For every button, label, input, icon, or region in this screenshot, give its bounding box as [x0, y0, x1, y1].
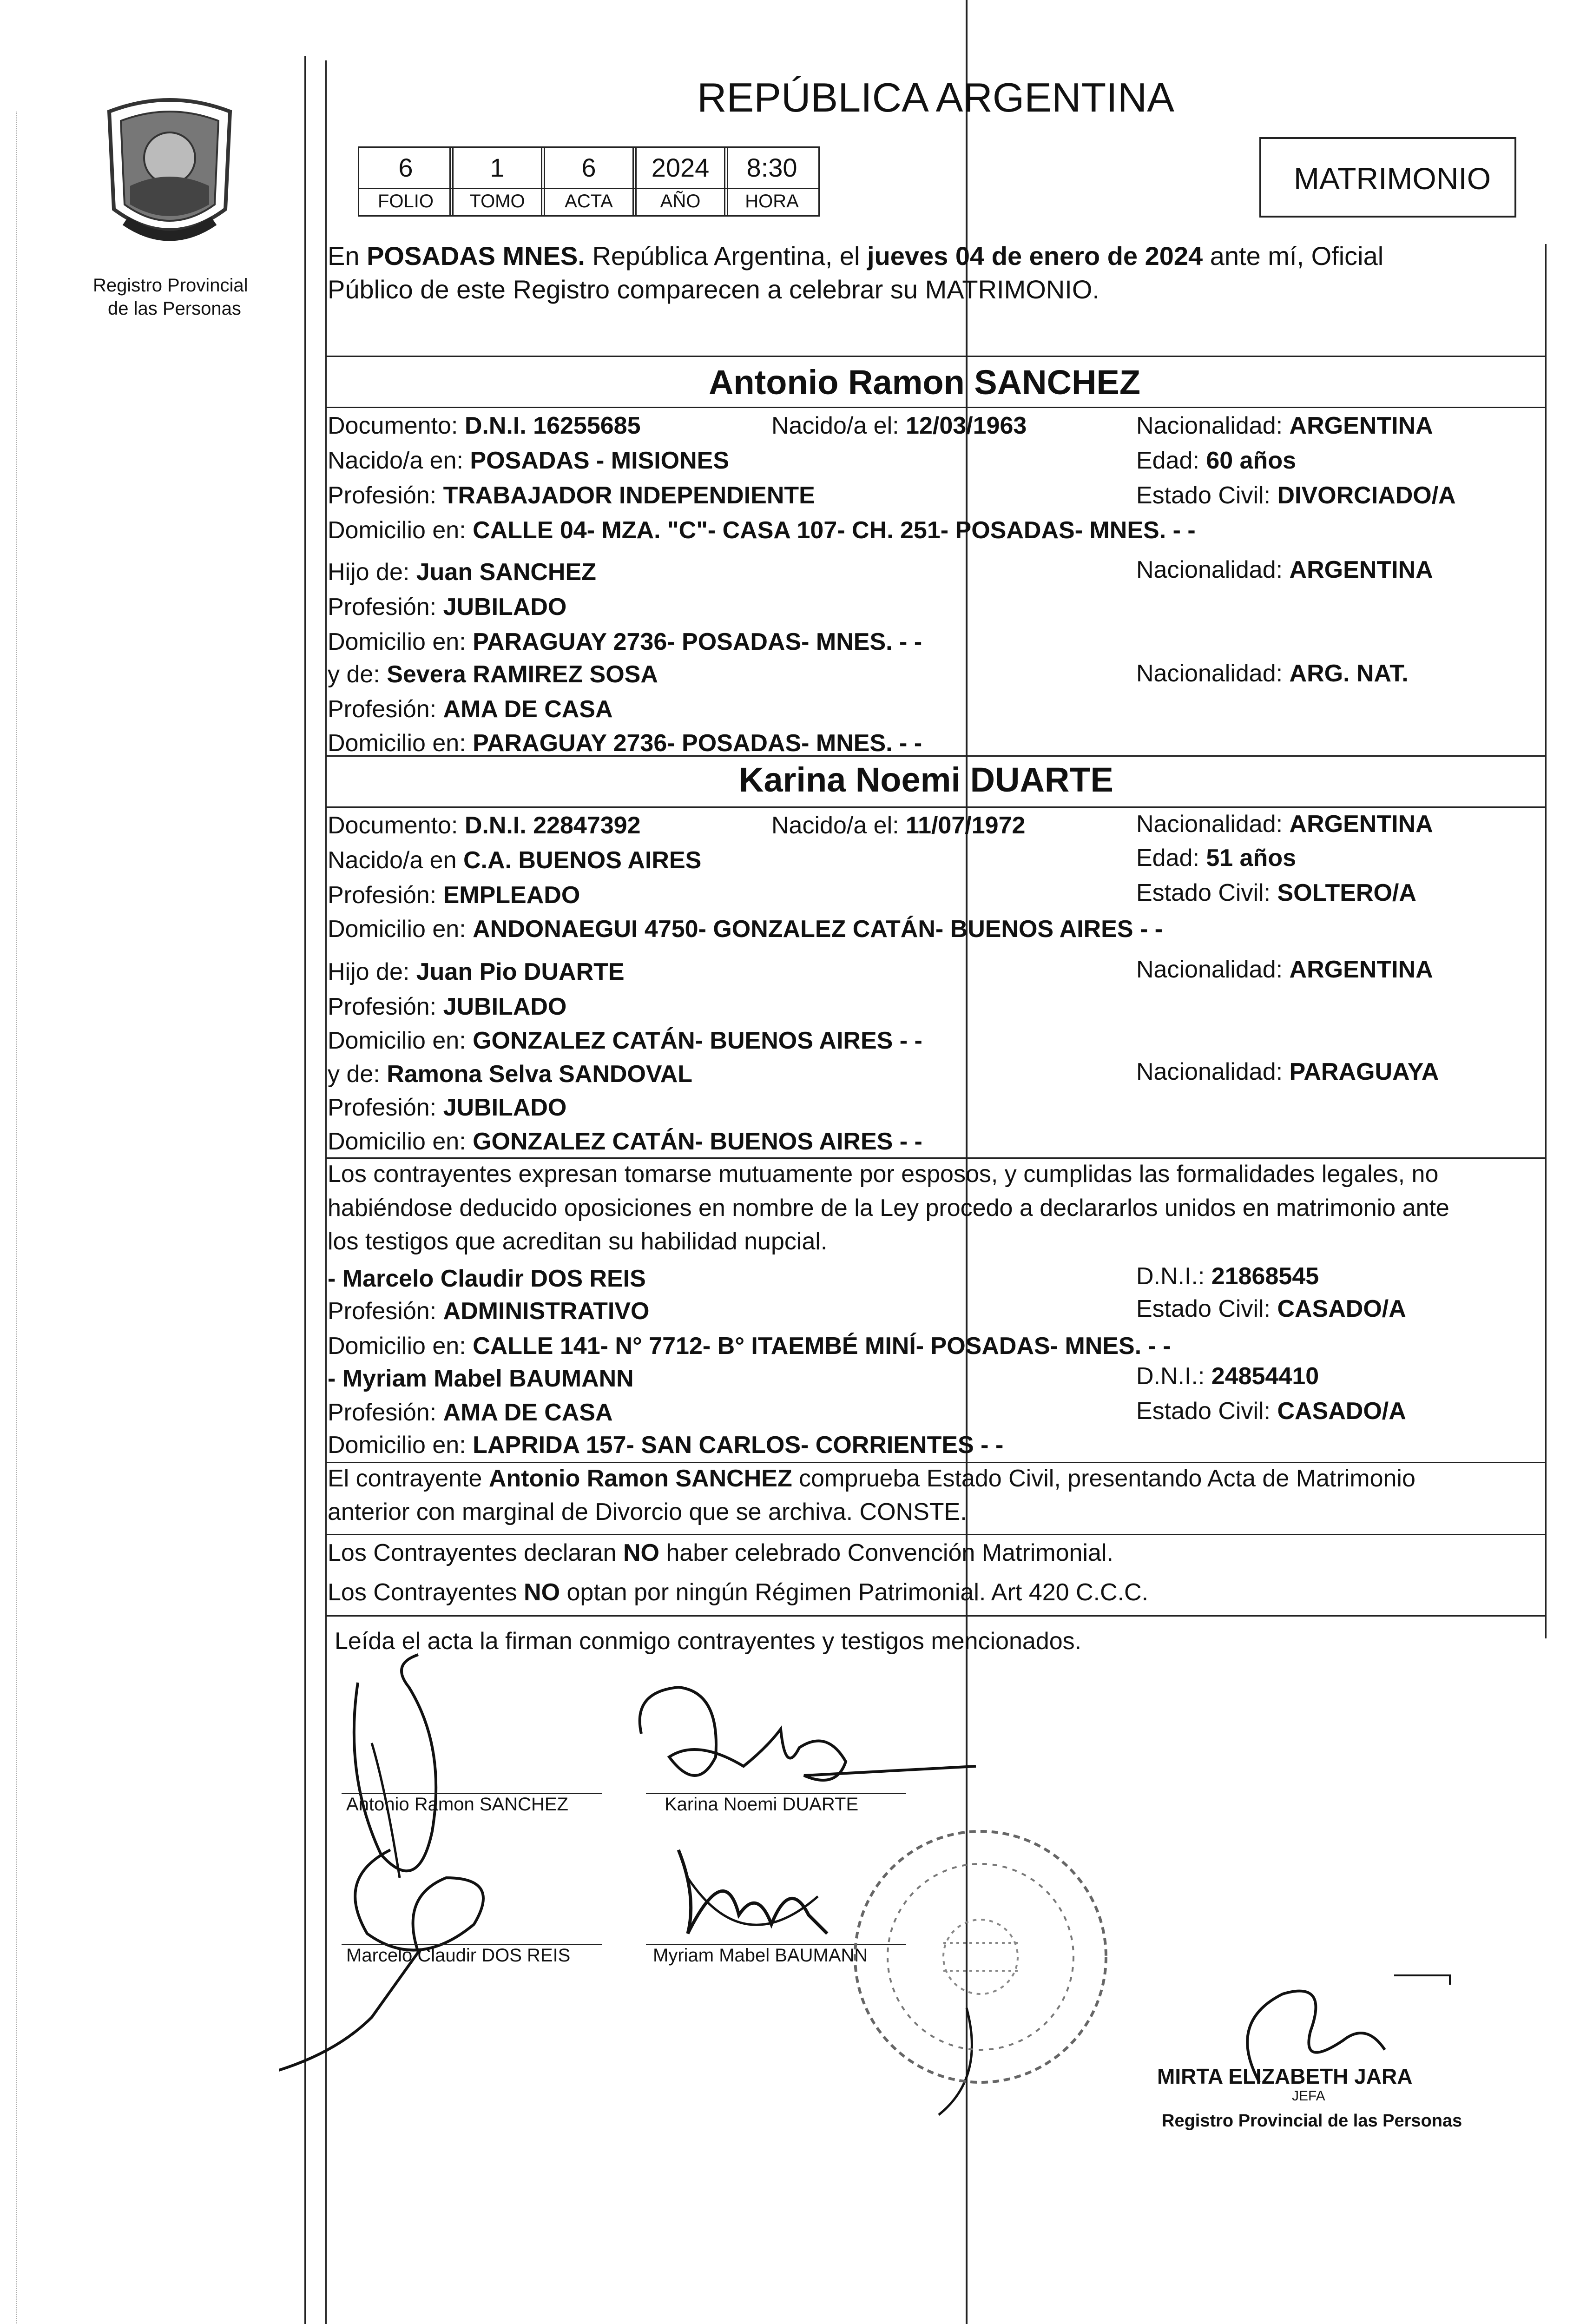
- groom-doc: Documento: D.N.I. 16255685: [328, 412, 641, 439]
- bride-signature-caption: Karina Noemi DUARTE: [665, 1794, 859, 1815]
- groom-civil-status: Estado Civil: DIVORCIADO/A: [1136, 482, 1456, 509]
- divider-note: [325, 1534, 1545, 1535]
- act-type-box: [1259, 137, 1516, 218]
- closing-statement: Leída el acta la firman conmigo contrayentes y testigos mencionados.: [335, 1628, 1082, 1655]
- groom-profession: Profesión: TRABAJADOR INDEPENDIENTE: [328, 482, 815, 509]
- bride-father-profession: Profesión: JUBILADO: [328, 993, 567, 1020]
- bride-born: Nacido/a el: 11/07/1972: [771, 812, 1026, 839]
- registry-name-line1: Registro Provincial: [93, 275, 248, 296]
- divider-bride: [325, 1157, 1545, 1159]
- groom-signature-caption: Antonio Ramon SANCHEZ: [346, 1794, 568, 1815]
- bride-profession: Profesión: EMPLEADO: [328, 882, 580, 909]
- intro-line2: Público de este Registro comparecen a celebrar su MATRIMONIO.: [328, 275, 1099, 304]
- hora-field: 8:30 HORA: [724, 146, 820, 217]
- bride-doc: Documento: D.N.I. 22847392: [328, 812, 641, 839]
- declaration-line1: Los contrayentes expresan tomarse mutuamente por esposos, y cumplidas las formalidades legales, no: [328, 1161, 1439, 1188]
- witness2-name: - Myriam Mabel BAUMANN: [328, 1365, 634, 1392]
- acta-field: 6 ACTA: [541, 146, 637, 217]
- witness2-civil-status: Estado Civil: CASADO/A: [1136, 1398, 1406, 1425]
- divider-groom: [325, 755, 1545, 757]
- divider-bride-name: [325, 806, 1545, 808]
- groom-mother-nationality: Nacionalidad: ARG. NAT.: [1136, 660, 1409, 687]
- groom-mother-address: Domicilio en: PARAGUAY 2736- POSADAS- MNES. - -: [328, 730, 922, 757]
- convention-statement: Los Contrayentes declaran NO haber celebrado Convención Matrimonial.: [328, 1539, 1113, 1566]
- officer-organization: Registro Provincial de las Personas: [1162, 2111, 1462, 2131]
- declaration-line3: los testigos que acreditan su habilidad nupcial.: [328, 1228, 828, 1255]
- country-title: REPÚBLICA ARGENTINA: [697, 74, 1174, 120]
- groom-mother-profession: Profesión: AMA DE CASA: [328, 696, 613, 723]
- groom-father-address: Domicilio en: PARAGUAY 2736- POSADAS- MNES. - -: [328, 628, 922, 655]
- officer-name: MIRTA ELIZABETH JARA: [1157, 2064, 1413, 2088]
- bride-civil-status: Estado Civil: SOLTERO/A: [1136, 879, 1416, 906]
- witness1-profession: Profesión: ADMINISTRATIVO: [328, 1298, 650, 1325]
- declaration-line2: habiéndose deducido oposiciones en nombre de la Ley procedo a declararlos unidos en matrimonio ante: [328, 1195, 1449, 1221]
- bride-mother-nationality: Nacionalidad: PARAGUAYA: [1136, 1058, 1439, 1085]
- witness2-signature: [678, 1850, 827, 1934]
- groom-signature: [354, 1655, 436, 1871]
- bride-mother: y de: Ramona Selva SANDOVAL: [328, 1061, 693, 1088]
- bride-signature: [640, 1687, 976, 1780]
- bride-nationality: Nacionalidad: ARGENTINA: [1136, 811, 1433, 838]
- bride-mother-profession: Profesión: JUBILADO: [328, 1094, 567, 1121]
- groom-age: Edad: 60 años: [1136, 447, 1296, 474]
- divider-witnesses: [325, 1462, 1545, 1463]
- witness1-civil-status: Estado Civil: CASADO/A: [1136, 1295, 1406, 1322]
- intro-line1: En POSADAS MNES. República Argentina, el jueves 04 de enero de 2024 ante mí, Oficial: [328, 241, 1384, 271]
- witness2-profession: Profesión: AMA DE CASA: [328, 1399, 613, 1426]
- bride-age: Edad: 51 años: [1136, 845, 1296, 872]
- groom-father-nationality: Nacionalidad: ARGENTINA: [1136, 556, 1433, 583]
- registry-logo: [93, 93, 246, 265]
- bride-name: Karina Noemi DUARTE: [739, 760, 1113, 799]
- registry-name-line2: de las Personas: [108, 298, 241, 319]
- groom-birthplace: Nacido/a en: POSADAS - MISIONES: [328, 447, 730, 474]
- groom-address: Domicilio en: CALLE 04- MZA. "C"- CASA 107- CH. 251- POSADAS- MNES. - -: [328, 517, 1196, 544]
- officer-title: JEFA: [1292, 2088, 1325, 2104]
- witness2-signature-caption: Myriam Mabel BAUMANN: [653, 1945, 868, 1966]
- groom-name: Antonio Ramon SANCHEZ: [709, 363, 1141, 402]
- ano-field: 2024 AÑO: [632, 146, 728, 217]
- official-seal-icon: [841, 1817, 1120, 2096]
- misiones-coat-of-arms-icon: [93, 93, 246, 265]
- groom-mother: y de: Severa RAMIREZ SOSA: [328, 661, 658, 688]
- bride-mother-address: Domicilio en: GONZALEZ CATÁN- BUENOS AIRES - -: [328, 1128, 922, 1155]
- witness1-signature-caption: Marcelo Claudir DOS REIS: [346, 1945, 571, 1966]
- bride-father-address: Domicilio en: GONZALEZ CATÁN- BUENOS AIRES - -: [328, 1027, 922, 1054]
- witness1-address: Domicilio en: CALLE 141- N° 7712- B° ITAEMBÉ MINÍ- POSADAS- MNES. - -: [328, 1333, 1171, 1360]
- bride-birthplace: Nacido/a en C.A. BUENOS AIRES: [328, 847, 702, 874]
- witness2-address: Domicilio en: LAPRIDA 157- SAN CARLOS- CORRIENTES - -: [328, 1432, 1004, 1459]
- act-type: MATRIMONIO: [1294, 161, 1491, 196]
- groom-born: Nacido/a el: 12/03/1963: [771, 412, 1027, 439]
- outer-margin-line: [16, 112, 17, 2324]
- divider-groom-name: [325, 407, 1545, 408]
- regime-statement: Los Contrayentes NO optan por ningún Régimen Patrimonial. Art 420 C.C.C.: [328, 1579, 1149, 1606]
- note-line2: anterior con marginal de Divorcio que se archiva. CONSTE.: [328, 1499, 967, 1525]
- groom-father: Hijo de: Juan SANCHEZ: [328, 559, 596, 586]
- divider-regime: [325, 1615, 1545, 1617]
- folio-field: 6 FOLIO: [358, 146, 454, 217]
- record-fields: [358, 146, 823, 221]
- frame-right-line: [1545, 244, 1547, 1638]
- witness1-dni: D.N.I.: 21868545: [1136, 1263, 1319, 1290]
- tomo-field: 1 TOMO: [449, 146, 545, 217]
- note-line1: El contrayente Antonio Ramon SANCHEZ comprueba Estado Civil, presentando Acta de Matrimonio: [328, 1465, 1415, 1492]
- bride-father-nationality: Nacionalidad: ARGENTINA: [1136, 956, 1433, 983]
- groom-nationality: Nacionalidad: ARGENTINA: [1136, 412, 1433, 439]
- witness2-dni: D.N.I.: 24854410: [1136, 1363, 1319, 1390]
- divider-intro: [325, 356, 1545, 357]
- bride-father: Hijo de: Juan Pio DUARTE: [328, 958, 625, 985]
- groom-father-profession: Profesión: JUBILADO: [328, 594, 567, 621]
- bride-address: Domicilio en: ANDONAEGUI 4750- GONZALEZ CATÁN- BUENOS AIRES - -: [328, 916, 1163, 943]
- witness1-name: - Marcelo Claudir DOS REIS: [328, 1265, 646, 1292]
